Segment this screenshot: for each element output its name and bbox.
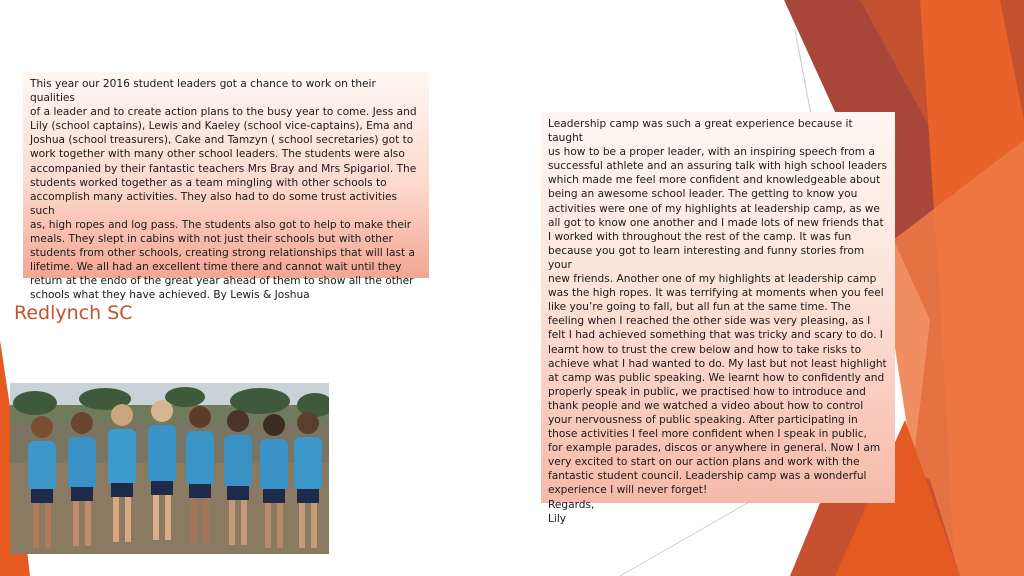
students-photo <box>10 383 329 554</box>
reflection-textbox: Leadership camp was such a great experience because it taught us how to be a proper leader, with an inspiring speech from a successful athlete and an assuring talk with high school leaders which made me feel more confident and knowledgeable about being an awesome school leader. The getting to know you activities were one of my highlights at leadership camp, as we all got to know one another and I made lots of new friends that I worked with throughout the rest of the camp. It was fun because you got to learn interesting and funny stories from your new friends. Another one of my highlights at leadership camp was the high ropes. It was terrifying at moments when you feel like you’re going to fall, but all fun at the same time. The feeling when I reached the other side was very pleasing, as I felt I had achieved something that was tricky and scary to do. I learnt how to trust the crew below and how to take risks to achieve what I had wanted to do. My last but not least highlight at camp was public speaking. We learnt how to confidently and properly speak in public, we practised how to introduce and thank people and we watched a video about how to control your nervousness of public speaking. After participating in those activities I feel more confident when I speak in public, for example parades, discos or anywhere in general. Now I am very excited to start on our action plans and work with the fantastic student council. Leadership camp was a wonderful experience I will never forget! Regards, Lily <box>541 112 895 503</box>
article-textbox: This year our 2016 student leaders got a chance to work on their qualities of a leader and to create action plans to the busy year to come. Jess and Lily (school captains), Lewis and Kaeley (school vice-captains), Ema and Joshua (school treasurers), Cake and Tamzyn ( school secretaries) got to work together with many other school leaders. The students were also accompanied by their fantastic teachers Mrs Bray and Mrs Spigariol. The students worked together as a team mingling with other schools to accomplish many activities. They also had to do some trust activities such as, high ropes and log pass. The students also got to help to make their meals. They slept in cabins with not just their schools but with other students from other schools, creating strong relationships that will last a lifetime. We all had an excellent time there and cannot wait until they return at the endo of the great year ahead of them to show all the other schools what they have achieved. By Lewis & Joshua <box>23 72 429 278</box>
school-name: Redlynch SC <box>14 302 133 324</box>
